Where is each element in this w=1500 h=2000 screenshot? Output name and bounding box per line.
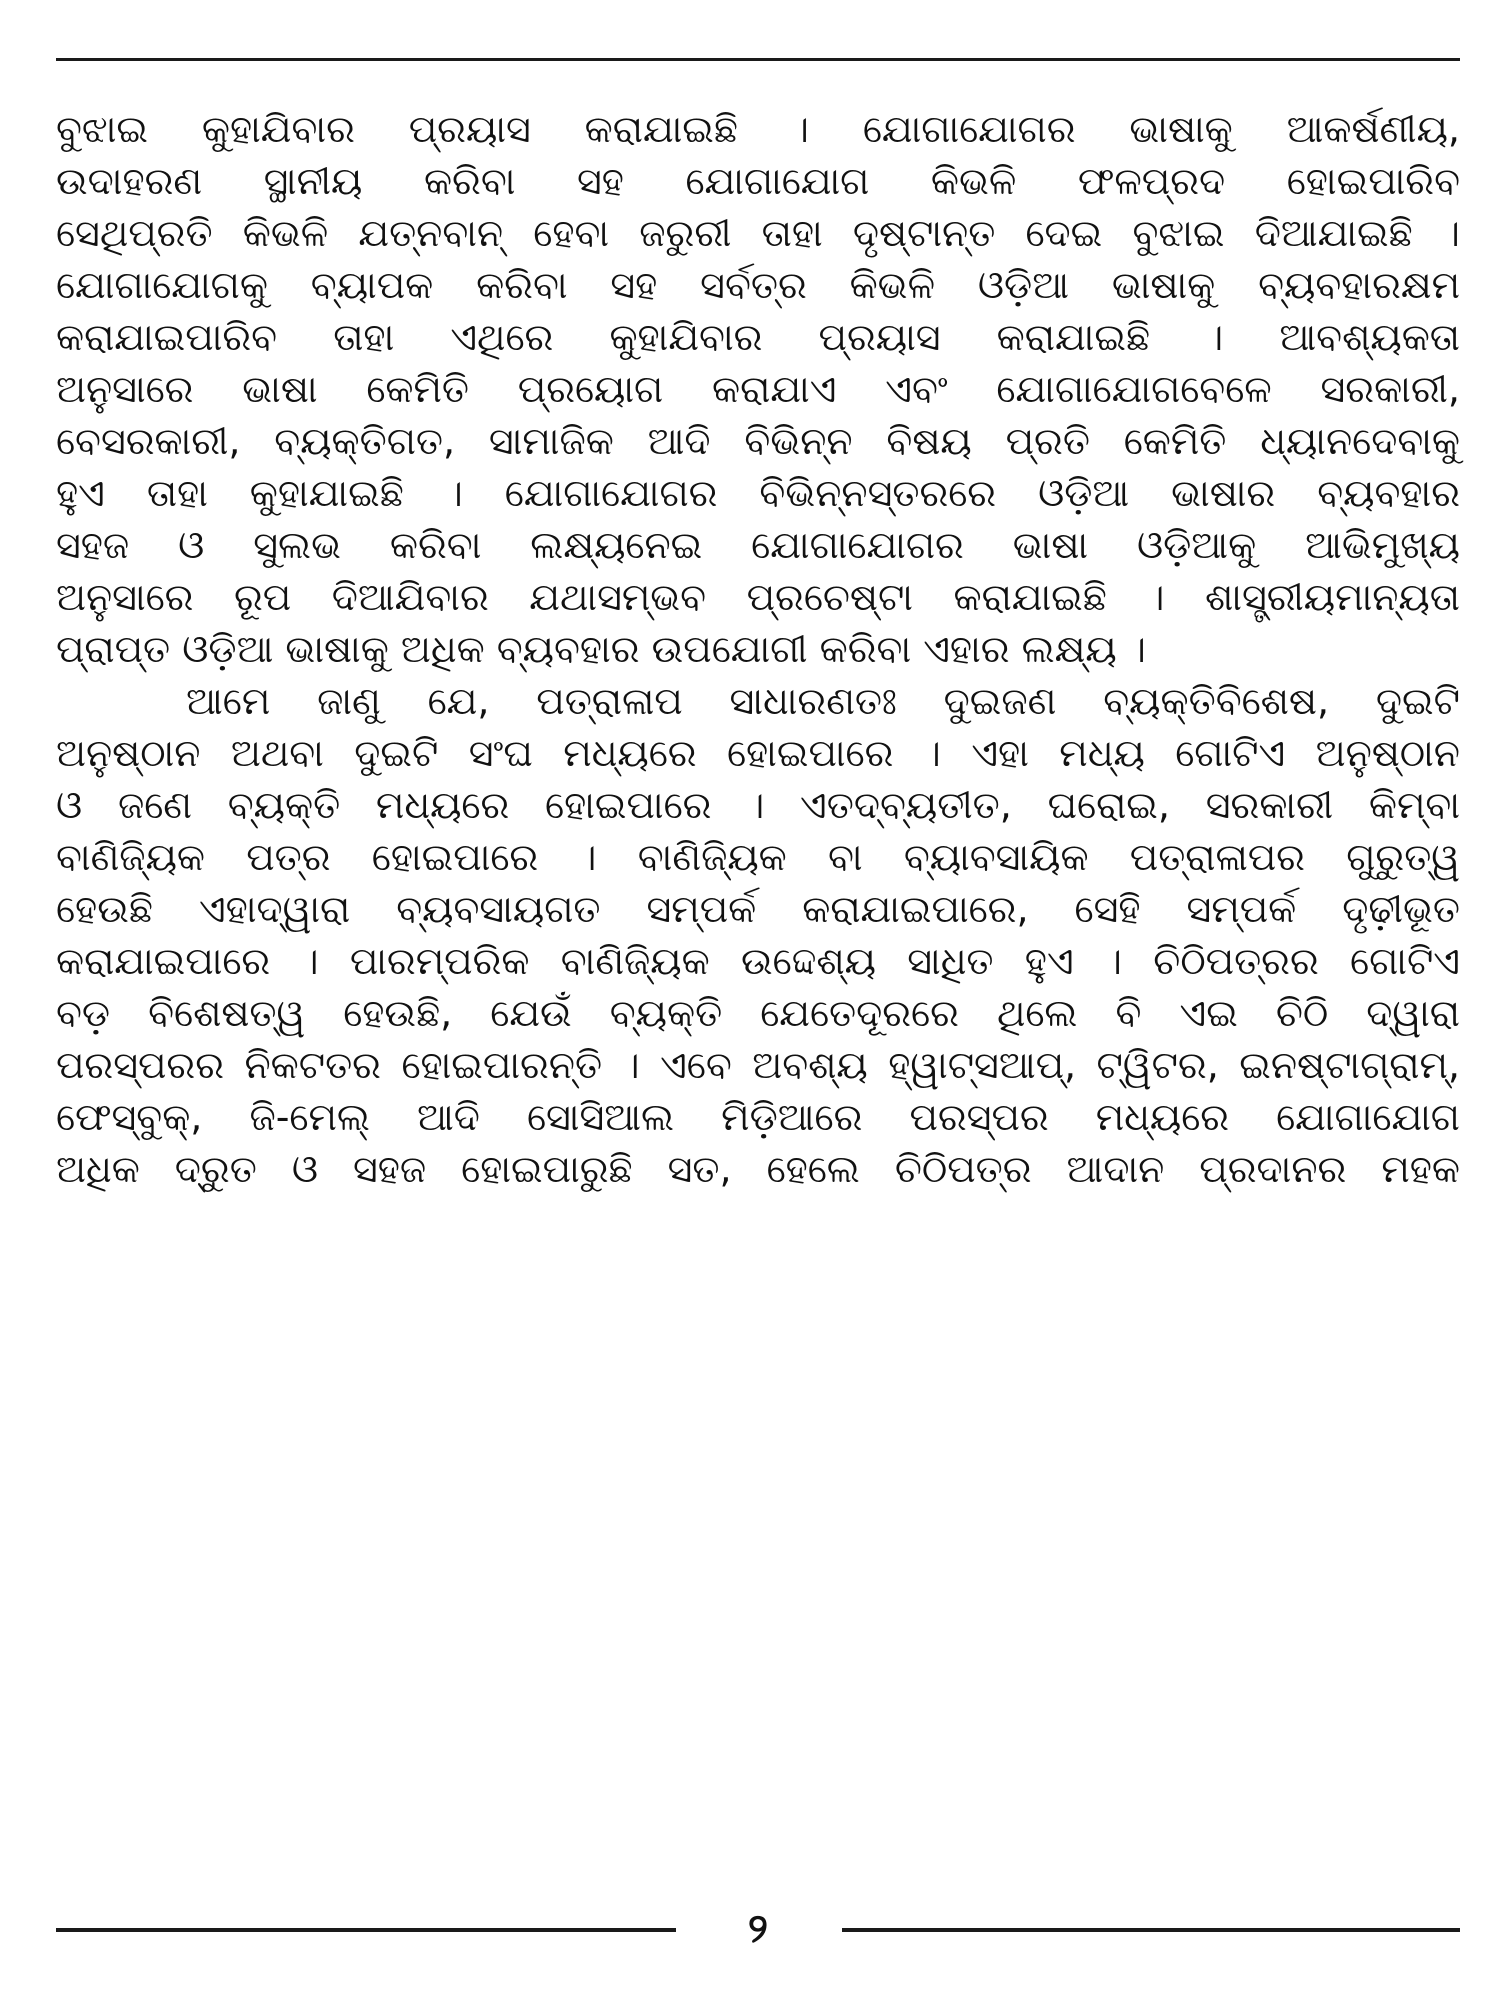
text-line: ଯୋଗାଯୋଗକୁ ବ୍ୟାପକ କରିବା ସହ ସର୍ବତ୍ର କିଭଳି ଓଡ଼ିଆ ଭାଷାକୁ ବ୍ୟବହାରକ୍ଷମ xyxy=(56,263,1460,307)
text-line: ଅନୁସାରେ ରୂପ ଦିଆଯିବାର ଯଥାସମ୍ଭବ ପ୍ରଚେଷ୍ଟା କରାଯାଇଛି । ଶାସ୍ତ୍ରୀୟମାନ୍ୟତା xyxy=(56,575,1460,619)
paragraph-2 xyxy=(56,676,1460,1195)
top-rule xyxy=(56,58,1460,61)
text-line: କରାଯାଇପାରେ । ପାରମ୍ପରିକ ବାଣିଜ୍ୟିକ ଉଦ୍ଦେଶ୍ୟ ସାଧିତ ହୁଏ । ଚିଠିପତ୍ରର ଗୋଟିଏ xyxy=(56,939,1460,983)
text-line: ପରସ୍ପରର ନିକଟତର ହୋଇପାରନ୍ତି । ଏବେ ଅବଶ୍ୟ ହ୍ୱାଟ୍‌ସଆପ୍, ଟ୍ୱିଟର, ଇନଷ୍ଟାଗ୍ରାମ୍, xyxy=(56,1043,1460,1087)
paragraph-1 xyxy=(56,104,1460,675)
text-line: ବଡ଼ ବିଶେଷତ୍ୱ ହେଉଛି, ଯେଉଁ ବ୍ୟକ୍ତି ଯେତେଦୂରରେ ଥିଲେ ବି ଏଇ ଚିଠି ଦ୍ୱାରା xyxy=(56,991,1460,1035)
text-line: ଆମେ ଜାଣୁ ଯେ, ପତ୍ରାଳାପ ସାଧାରଣତଃ ଦୁଇଜଣ ବ୍ୟକ୍ତିବିଶେଷ, ଦୁଇଟି xyxy=(186,679,1460,723)
text-line: ହୁଏ ତାହା କୁହାଯାଇଛି । ଯୋଗାଯୋଗର ବିଭିନ୍ନସ୍ତରରେ ଓଡ଼ିଆ ଭାଷାର ବ୍ୟବହାର xyxy=(56,471,1460,515)
text-line: ହେଉଛି ଏହାଦ୍ୱାରା ବ୍ୟବସାୟଗତ ସମ୍ପର୍କ କରାଯାଇପାରେ, ସେହି ସମ୍ପର୍କ ଦୃଢ଼ୀଭୂତ xyxy=(56,887,1460,931)
footer-rule-left xyxy=(56,1928,676,1932)
text-line: ବାଣିଜ୍ୟିକ ପତ୍ର ହୋଇପାରେ । ବାଣିଜ୍ୟିକ ବା ବ୍ୟାବସାୟିକ ପତ୍ରାଳାପର ଗୁରୁତ୍ୱ xyxy=(56,835,1460,879)
page-number: ୨ xyxy=(748,1906,768,1952)
text-line: ଅନୁସାରେ ଭାଷା କେମିତି ପ୍ରୟୋଗ କରାଯାଏ ଏବଂ ଯୋଗାଯୋଗବେଳେ ସରକାରୀ, xyxy=(56,367,1460,411)
text-line: ସହଜ ଓ ସୁଲଭ କରିବା ଲକ୍ଷ୍ୟନେଇ ଯୋଗାଯୋଗର ଭାଷା ଓଡ଼ିଆକୁ ଆଭିମୁଖ୍ୟ xyxy=(56,523,1460,567)
text-line: ଓ ଜଣେ ବ୍ୟକ୍ତି ମଧ୍ୟରେ ହୋଇପାରେ । ଏତଦ୍‌ବ୍ୟତୀତ, ଘରୋଇ, ସରକାରୀ କିମ୍ବା xyxy=(56,783,1460,827)
text-line: ପ୍ରାପ୍ତ ଓଡ଼ିଆ ଭାଷାକୁ ଅଧିକ ବ୍ୟବହାର ଉପଯୋଗୀ କରିବା ଏହାର ଲକ୍ଷ୍ୟ । xyxy=(56,627,1146,671)
text-line: ବୁଝାଇ କୁହାଯିବାର ପ୍ରୟାସ କରାଯାଇଛି । ଯୋଗାଯୋଗର ଭାଷାକୁ ଆକର୍ଷଣୀୟ, xyxy=(56,107,1460,151)
text-line: ଅନୁଷ୍ଠାନ ଅଥବା ଦୁଇଟି ସଂଘ ମଧ୍ୟରେ ହୋଇପାରେ । ଏହା ମଧ୍ୟ ଗୋଟିଏ ଅନୁଷ୍ଠାନ xyxy=(56,731,1460,775)
body-text xyxy=(56,104,1460,1196)
text-line: କରାଯାଇପାରିବ ତାହା ଏଥିରେ କୁହାଯିବାର ପ୍ରୟାସ କରାଯାଇଛି । ଆବଶ୍ୟକତା xyxy=(56,315,1460,359)
text-line: ସେଥିପ୍ରତି କିଭଳି ଯତ୍ନବାନ୍ ହେବା ଜରୁରୀ ତାହା ଦୃଷ୍ଟାନ୍ତ ଦେଇ ବୁଝାଇ ଦିଆଯାଇଛି । xyxy=(56,211,1460,255)
page-footer xyxy=(56,1900,1460,1960)
footer-rule-right xyxy=(842,1928,1460,1932)
text-line: ଫେସ୍‌ବୁକ୍, ଜି-ମେଲ୍ ଆଦି ସୋସିଆଲ ମିଡ଼ିଆରେ ପରସ୍ପର ମଧ୍ୟରେ ଯୋଗାଯୋଗ xyxy=(56,1095,1460,1139)
text-line: ଅଧିକ ଦ୍ରୁତ ଓ ସହଜ ହୋଇପାରୁଛି ସତ, ହେଲେ ଚିଠିପତ୍ର ଆଦାନ ପ୍ରଦାନର ମହକ xyxy=(56,1147,1460,1191)
text-line: ବେସରକାରୀ, ବ୍ୟକ୍ତିଗତ, ସାମାଜିକ ଆଦି ବିଭିନ୍ନ ବିଷୟ ପ୍ରତି କେମିତି ଧ୍ୟାନଦେବାକୁ xyxy=(56,419,1460,463)
text-line: ଉଦାହରଣ ସ୍ଥାନୀୟ କରିବା ସହ ଯୋଗାଯୋଗ କିଭଳି ଫଳପ୍ରଦ ହୋଇପାରିବ xyxy=(56,159,1460,203)
